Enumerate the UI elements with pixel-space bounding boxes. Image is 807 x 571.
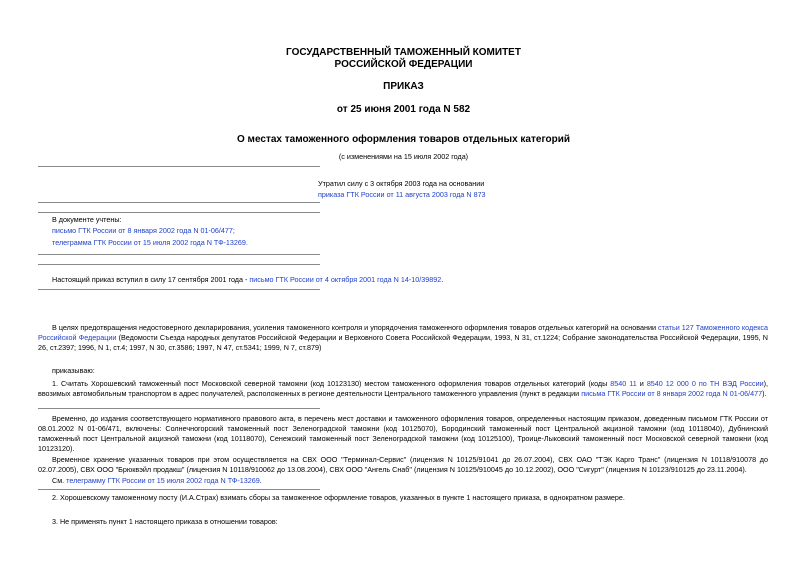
item-3: 3. Не применять пункт 1 настоящего приказа в отношении товаров: — [52, 517, 278, 526]
in-document-label: В документе учтены: — [52, 215, 122, 224]
effective-end: . — [441, 275, 444, 284]
item-1-link-1[interactable]: 8540 11 — [610, 379, 637, 388]
divider — [38, 212, 320, 213]
see-text: См. — [52, 476, 67, 485]
preamble — [38, 323, 768, 353]
doc-type: ПРИКАЗ — [383, 81, 424, 92]
divider — [38, 408, 320, 409]
preamble-link[interactable]: статьи 127 Таможенного кодекса Российской Федерации — [38, 323, 769, 342]
effective-text: Настоящий приказ вступил в силу 17 сентября 2001 года - — [52, 275, 250, 284]
in-document-link-row-2 — [52, 238, 248, 248]
doc-title: О местах таможенного оформления товаров отдельных категорий — [237, 134, 570, 145]
item-1-text-2: ), ввозимых автомобильным транспортом в адрес получателей, расположенных в регионе деятельности Центрального таможенного управления (пункт в редакции — [38, 379, 768, 398]
interim-paragraph: Временно, до издания соответствующего нормативного правового акта, в перечень мест доставки и таможенного оформления товаров, определенных настоящим приказом, доведенным письмом ГТК России от 08.01.2002 N 01-06/471, включены: Солнечногорский таможенный пост Зеленоградской таможни (код 10125070), Бородинский таможенный пост Центральной акцизной таможни (код 10118040), Дубнинский таможенный пост Центральной акцизной таможни (код 10118070), Сенежский таможенный пост Зеленоградской таможни (код 10125100), Троице-Лыковский таможенный пост Московской северной таможни (код 10123120). — [38, 414, 768, 453]
storage-paragraph: Временное хранение указанных товаров при этом осуществляется на СВХ ООО "Терминал-Сервис" (лицензия N 10125/91041 до 26.07.2004), СВХ ОАО "ТЭК Карго Транс" (лицензия N 10118/910078 до 02.07.2005), СВХ ООО "Брюквэйл продакш" (лицензия N 10118/910062 до 13.08.2004), СВХ ООО "Ангель Снаб" (лицензия N 10125/910045 до 10.12.2002), ООО "Сигурт" (лицензия N 10123/910125 до 23.11.2004). — [38, 455, 768, 474]
divider — [38, 166, 320, 167]
org-line-1: ГОСУДАРСТВЕННЫЙ ТАМОЖЕННЫЙ КОМИТЕТ — [286, 47, 521, 58]
divider — [38, 289, 320, 290]
item-1-link-2[interactable]: 8540 12 000 0 по ТН ВЭД России — [646, 379, 764, 388]
divider — [38, 202, 320, 203]
preamble-text-2: (Ведомости Съезда народных депутатов Российской Федерации и Верховного Совета Российской Федерации, 1993, N 31, ст.1224; Собрание законодательства Российской Федерации, 1995, N 26, ст.2397; 1996, N 1, ст.4; 1997, N 30, ст.3586; 1997, N 47, ст.5341; 1999, N 7, ст.879) — [38, 333, 768, 352]
lost-force-text: Утратил силу с 3 октября 2003 года на основании — [318, 179, 485, 188]
in-document-link-row-1 — [52, 226, 235, 236]
divider — [38, 254, 320, 255]
item-1-end: ). — [762, 389, 767, 398]
item-1 — [38, 379, 768, 399]
in-document-link-1[interactable]: письмо ГТК России от 8 января 2002 года N 01-06/477; — [52, 226, 235, 235]
effective-note — [52, 275, 772, 285]
lost-force-link-row — [318, 190, 486, 200]
preamble-text-1: В целях предотвращения недостоверного декларирования, усиления таможенного контроля и упорядочения таможенного оформления товаров отдельных категорий на основании — [52, 323, 659, 332]
in-document-link-2[interactable]: телеграмма ГТК России от 15 июля 2002 года N ТФ-13269. — [52, 238, 248, 247]
item-1-link-3[interactable]: письма ГТК России от 8 января 2002 года N 01-06/477 — [581, 389, 763, 398]
see-note — [52, 476, 262, 486]
order-word: приказываю: — [52, 366, 95, 375]
doc-date: от 25 июня 2001 года N 582 — [336, 104, 471, 115]
org-line-2: РОССИЙСКОЙ ФЕДЕРАЦИИ — [334, 59, 473, 70]
see-end: . — [259, 476, 262, 485]
see-link[interactable]: телеграмму ГТК России от 15 июля 2002 года N ТФ-13269 — [66, 476, 260, 485]
amend-note: (с изменениями на 15 июля 2002 года) — [338, 152, 469, 161]
item-2: 2. Хорошевскому таможенному посту (И.А.Страх) взимать сборы за таможенное оформление товаров, указанных в пункте 1 настоящего приказа, в однократном размере. — [52, 493, 625, 502]
divider — [38, 264, 320, 265]
effective-link[interactable]: письмо ГТК России от 4 октября 2001 года N 14-10/39892 — [249, 275, 442, 284]
lost-force-link[interactable]: приказа ГТК России от 11 августа 2003 года N 873 — [318, 190, 486, 199]
item-1-and: и — [636, 379, 647, 388]
item-1-text-1: 1. Считать Хорошевский таможенный пост Московской северной таможни (код 10123130) местом таможенного оформления товаров отдельных категорий (коды — [52, 379, 611, 388]
divider — [38, 489, 320, 490]
